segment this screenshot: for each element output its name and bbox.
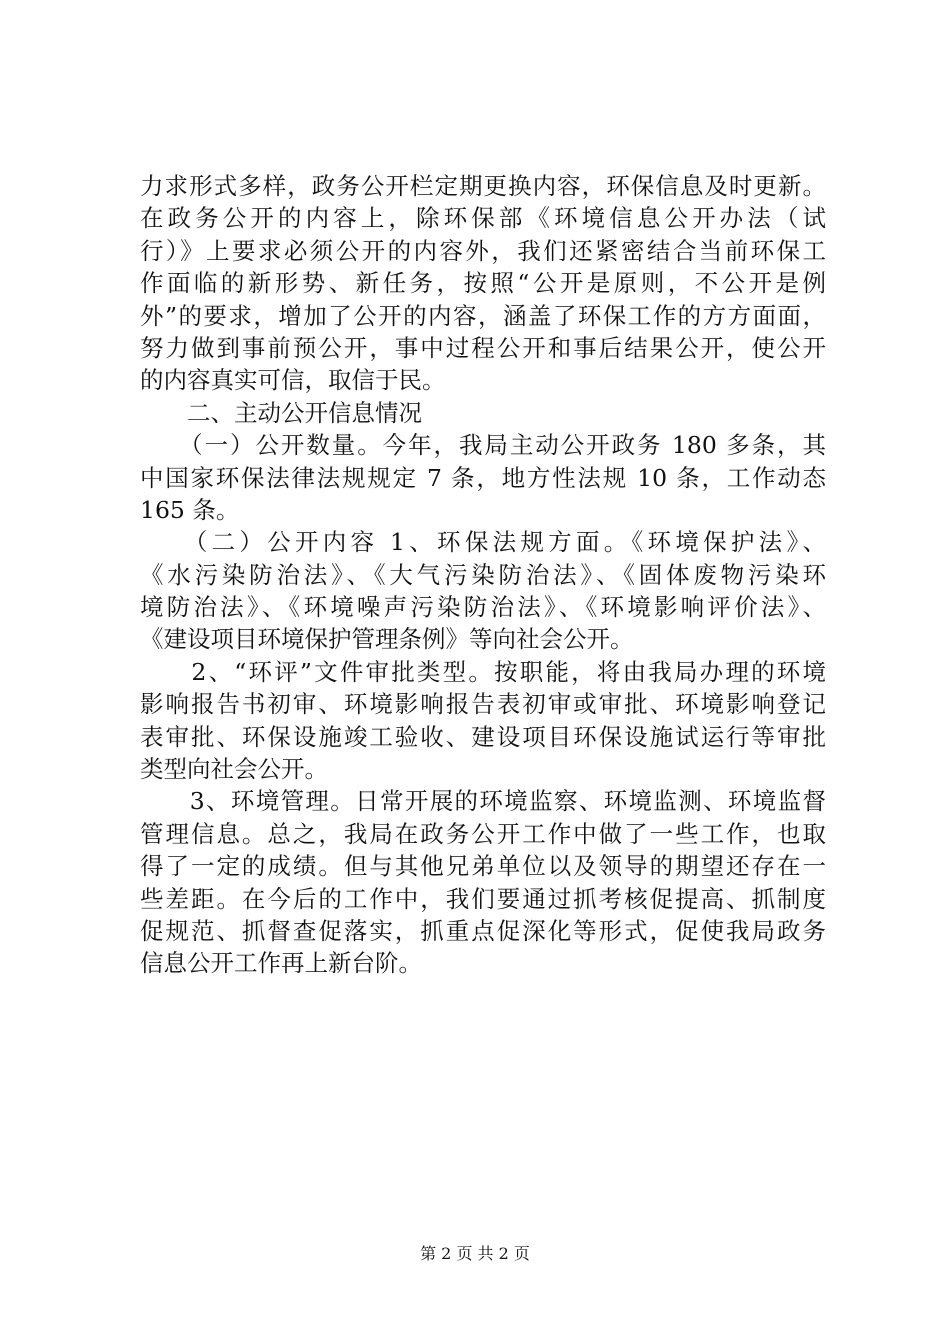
text-line: 促规范、抓督查促落实，抓重点促深化等形式，促使我局政务 [140, 916, 826, 945]
text-line: 外”的要求，增加了公开的内容，涵盖了环保工作的方方面面， [140, 301, 826, 330]
text-line: 165 条。 [140, 495, 240, 524]
text-line: （一）公开数量。今年，我局主动公开政务 180 多条，其 [140, 431, 826, 460]
text-line: 2、“环评”文件审批类型。按职能，将由我局办理的环境 [140, 657, 826, 686]
text-line: 二、主动公开信息情况 [140, 398, 422, 427]
text-line: 《建设项目环境保护管理条例》等向社会公开。 [140, 625, 634, 654]
text-line: 力求形式多样，政务公开栏定期更换内容，环保信息及时更新。 [140, 172, 826, 200]
text-line: 行）》上要求必须公开的内容外，我们还紧密结合当前环保工 [140, 236, 826, 265]
text-line: 的内容真实可信，取信于民。 [140, 366, 446, 395]
text-line: 信息公开工作再上新台阶。 [140, 949, 422, 978]
text-line: 境防治法》、《环境噪声污染防治法》、《环境影响评价法》、 [140, 593, 826, 622]
text-line: 在政务公开的内容上，除环保部《环境信息公开办法（试 [140, 204, 826, 233]
text-line: 管理信息。总之，我局在政务公开工作中做了一些工作，也取 [140, 819, 826, 848]
text-line: 《水污染防治法》、《大气污染防治法》、《固体废物污染环 [140, 560, 826, 589]
text-line: 影响报告书初审、环境影响报告表初审或审批、环境影响登记 [140, 690, 826, 719]
page-footer: 第 2 页 共 2 页 [420, 1244, 530, 1263]
text-line: 些差距。在今后的工作中，我们要通过抓考核促提高、抓制度 [140, 884, 826, 913]
text-line: 得了一定的成绩。但与其他兄弟单位以及领导的期望还存在一 [140, 852, 826, 881]
text-line: （二）公开内容 1、环保法规方面。《环境保护法》、 [140, 528, 826, 557]
text-line: 中国家环保法律法规规定 7 条，地方性法规 10 条，工作动态 [140, 463, 826, 492]
text-line: 表审批、环保设施竣工验收、建设项目环保设施试运行等审批 [140, 722, 826, 751]
text-line: 类型向社会公开。 [140, 755, 328, 784]
text-line: 3、环境管理。日常开展的环境监察、环境监测、环境监督 [140, 787, 826, 816]
text-line: 作面临的新形势、新任务，按照“公开是原则，不公开是例 [140, 269, 826, 298]
text-line: 努力做到事前预公开，事中过程公开和事后结果公开，使公开 [140, 333, 826, 362]
document-body [140, 170, 826, 980]
